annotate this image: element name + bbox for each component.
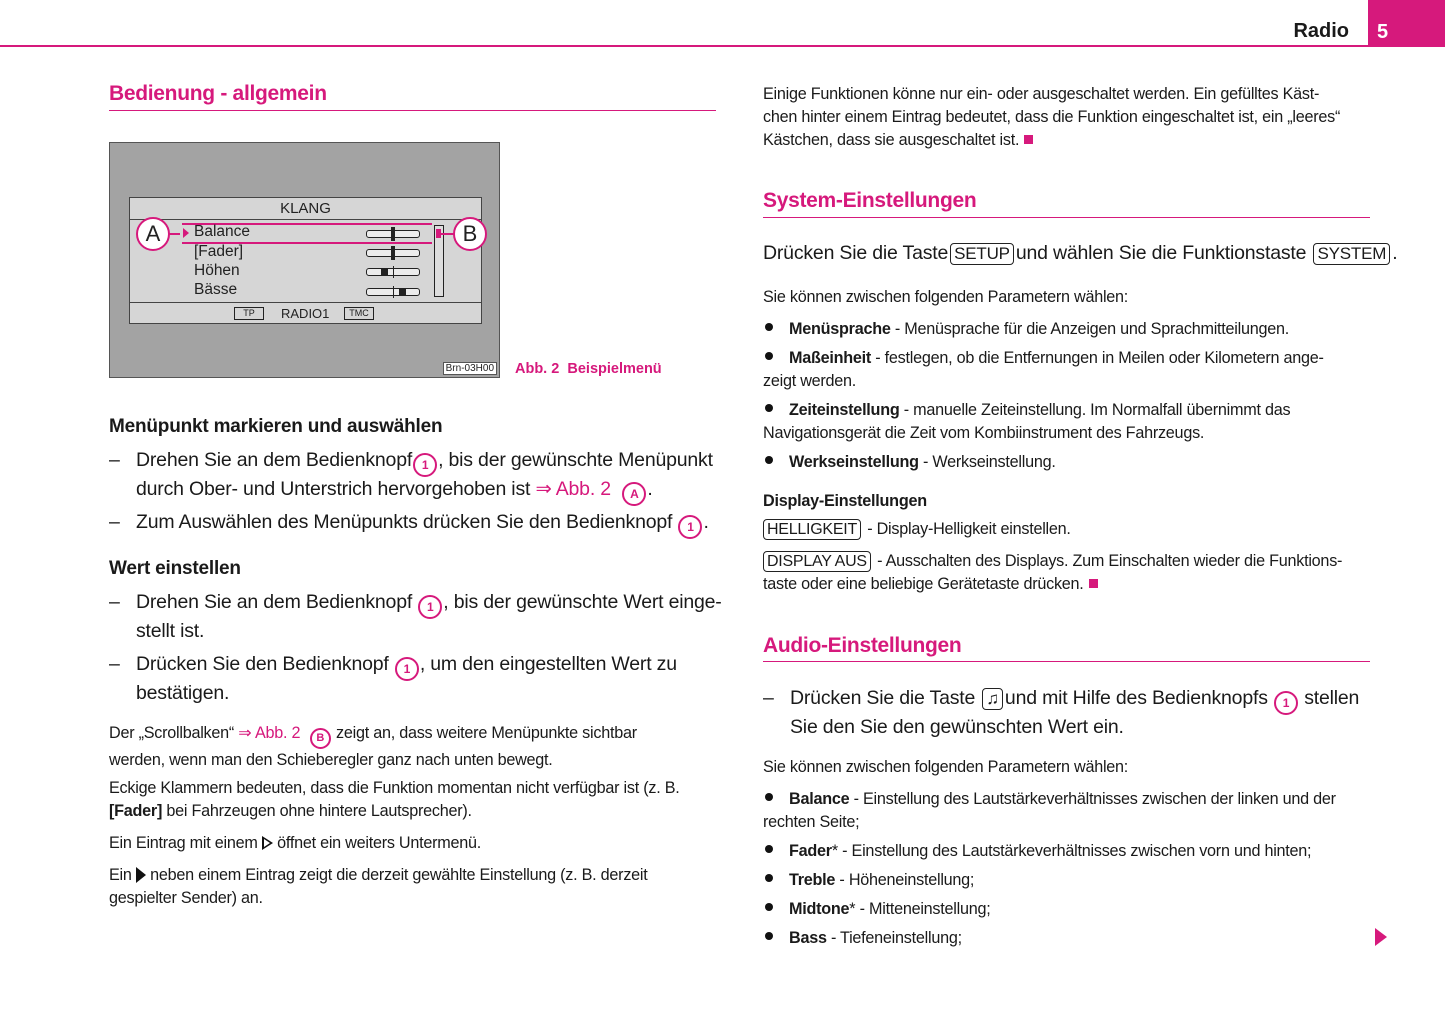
callout-b: B xyxy=(453,217,487,251)
slider-balance xyxy=(366,230,420,238)
figure-caption xyxy=(515,361,662,377)
submenu-outline-triangle-icon xyxy=(262,836,273,850)
dash-marker: – xyxy=(109,511,120,533)
param-item: Bass - Tiefeneinstellung; xyxy=(763,927,1378,950)
control-knob-1-icon: 1 xyxy=(395,657,419,681)
param-item: Balance - Einstellung des Lautstärkeverhältnisses zwischen der linken und der rechten Seite; xyxy=(763,790,1336,831)
scrollbar xyxy=(434,225,444,297)
figure-caption-number: Abb. 2 xyxy=(515,361,560,377)
tp-badge: TP xyxy=(234,307,264,320)
heading-menuepunkt: Menüpunkt markieren und auswählen xyxy=(109,416,443,437)
slider-fader xyxy=(366,249,420,257)
note-selection: Ein neben einem Eintrag zeigt die derzeit gewählte Einstellung (z. B. derzeit gespielter Sender) an. xyxy=(109,866,648,907)
setup-key: SETUP xyxy=(950,243,1014,265)
figure-example-menu xyxy=(109,142,500,378)
system-params-intro: Sie können zwischen folgenden Parametern wählen: xyxy=(763,288,1129,306)
bullet-icon xyxy=(765,932,773,940)
figure-id: Brn-03H00 xyxy=(443,362,497,375)
step-item: – Drücken Sie den Bedienknopf 1 , um den eingestellten Wert zu bestätigen. xyxy=(109,653,677,704)
page-number-tab xyxy=(1368,0,1445,47)
param-item: Menüsprache - Menüsprache für die Anzeigen und Sprachmitteilungen. xyxy=(763,318,1378,341)
radio-screen xyxy=(129,197,482,324)
audio-params-intro: Sie können zwischen folgenden Parametern wählen: xyxy=(763,758,1129,776)
menu-item-fader: [Fader] xyxy=(194,243,244,260)
audio-step-item: – Drücken Sie die Taste ♫ und mit Hilfe des Bedienknopfs 1 stellen Sie den Sie den gewünschten Wert ein. xyxy=(763,687,1360,738)
dash-marker: – xyxy=(109,591,120,613)
figure-reference-link[interactable]: ⇒ Abb. 2 xyxy=(238,724,301,742)
tmc-badge: TMC xyxy=(344,307,374,320)
status-bar xyxy=(130,304,481,324)
bullet-icon xyxy=(765,903,773,911)
dash-marker: – xyxy=(109,449,120,471)
section-rule xyxy=(109,110,716,111)
filled-triangle-icon xyxy=(136,867,146,883)
param-item: Fader* - Einstellung des Lautstärkeverhältnisses zwischen vorn und hinten; xyxy=(763,840,1378,863)
bullet-icon xyxy=(765,404,773,412)
slider-knob xyxy=(391,227,395,241)
callout-b-icon: B xyxy=(310,728,331,749)
section-end-marker-icon xyxy=(1089,579,1098,588)
slider-hoehen xyxy=(366,268,420,276)
section-rule xyxy=(763,661,1370,662)
param-item: Zeiteinstellung - manuelle Zeiteinstellung. Im Normalfall übernimmt das Navigationsgerät die Zeit vom Kombiinstrument des Fahrzeugs. xyxy=(763,401,1291,442)
display-settings-heading: Display-Einstellungen xyxy=(763,492,927,510)
helligkeit-key: HELLIGKEIT xyxy=(763,519,861,540)
screen-title: KLANG xyxy=(280,200,331,217)
display-item: DISPLAY AUS - Ausschalten des Displays. Zum Einschalten wieder die Funktions- taste oder eine beliebige Gerätetaste drücken. xyxy=(763,552,1343,593)
figure-reference-link[interactable]: ⇒ Abb. 2 xyxy=(535,478,611,500)
page-number: 5 xyxy=(1377,21,1389,43)
param-item: Treble - Höheneinstellung; xyxy=(763,869,1378,892)
slider-knob xyxy=(381,268,388,276)
bullet-icon xyxy=(765,793,773,801)
slider-knob xyxy=(399,288,406,296)
bullet-icon xyxy=(765,352,773,360)
control-knob-1-icon: 1 xyxy=(678,515,702,539)
figure-caption-text: Beispielmenü xyxy=(567,361,662,377)
next-page-arrow-icon[interactable] xyxy=(1375,928,1387,946)
step-item: – Zum Auswählen des Menüpunkts drücken Sie den Bedienknopf 1 . xyxy=(109,510,724,539)
system-instruction: Drücken Sie die Taste SETUP und wählen Sie die Funktionstaste SYSTEM . xyxy=(763,242,1398,264)
section-rule xyxy=(763,217,1370,218)
bullet-icon xyxy=(765,323,773,331)
param-item: Maßeinheit - festlegen, ob die Entfernungen in Meilen oder Kilometern ange- zeigt werden. xyxy=(763,349,1324,390)
section-title-audio: Audio-Einstellungen xyxy=(763,634,962,657)
screen-divider xyxy=(130,302,481,303)
chapter-title: Radio xyxy=(1293,20,1349,42)
display-item: HELLIGKEIT - Display-Helligkeit einstellen. xyxy=(763,518,1378,541)
step-item: – Drehen Sie an dem Bedienknopf 1 , bis der gewünschte Wert einge- stellt ist. xyxy=(109,591,722,642)
step-item: – Drehen Sie an dem Bedienknopf 1 , bis der gewünschte Menüpunkt durch Ober- und Unterstrich hervorgehoben ist ⇒ Abb. 2 A . xyxy=(109,448,724,506)
intro-paragraph: Einige Funktionen könne nur ein- oder ausgeschaltet werden. Ein gefülltes Käst- chen hinter einem Eintrag bedeutet, dass die Funktion eingeschaltet ist, ein „leeres“ Kästchen, dass sie ausgeschaltet ist. xyxy=(763,85,1341,149)
param-item: Werkseinstellung - Werkseinstellung. xyxy=(763,451,1378,474)
section-title-system: System-Einstellungen xyxy=(763,189,977,212)
radio-source: RADIO1 xyxy=(281,306,330,321)
note-submenu: Ein Eintrag mit einem öffnet ein weiters Untermenü. xyxy=(109,834,482,852)
slider-knob xyxy=(391,246,395,260)
callout-a-icon: A xyxy=(622,482,646,506)
control-knob-1-icon: 1 xyxy=(1274,691,1298,715)
control-knob-1-icon: 1 xyxy=(418,595,442,619)
menu-item-baesse: Bässe xyxy=(194,281,238,298)
note-brackets: Eckige Klammern bedeuten, dass die Funktion momentan nicht verfügbar ist (z. B. [Fader] bei Fahrzeugen ohne hintere Lautsprecher). xyxy=(109,779,680,820)
param-item: Midtone* - Mitteneinstellung; xyxy=(763,898,1378,921)
note-scrollbar: Der „Scrollbalken“ ⇒ Abb. 2 B zeigt an, dass weitere Menüpunkte sichtbar werden, wenn man den Schieberegler ganz nach unten bewegt. xyxy=(109,724,637,769)
menu-item-hoehen: Höhen xyxy=(194,262,240,279)
screen-divider xyxy=(130,219,481,220)
slider-baesse xyxy=(366,288,420,296)
dash-marker: – xyxy=(763,687,774,709)
system-key: SYSTEM xyxy=(1313,243,1390,265)
selected-entry-marker-icon xyxy=(183,228,189,238)
control-knob-1-icon: 1 xyxy=(413,453,437,477)
bullet-icon xyxy=(765,456,773,464)
bullet-icon xyxy=(765,845,773,853)
header-rule xyxy=(0,45,1368,47)
callout-a: A xyxy=(136,217,170,251)
heading-wert-einstellen: Wert einstellen xyxy=(109,558,241,579)
music-note-key-icon: ♫ xyxy=(982,688,1003,710)
menu-item-balance: Balance xyxy=(194,223,251,240)
display-aus-key: DISPLAY AUS xyxy=(763,551,871,572)
section-end-marker-icon xyxy=(1024,135,1033,144)
dash-marker: – xyxy=(109,653,120,675)
section-title-bedienung: Bedienung - allgemein xyxy=(109,82,327,105)
bullet-icon xyxy=(765,874,773,882)
